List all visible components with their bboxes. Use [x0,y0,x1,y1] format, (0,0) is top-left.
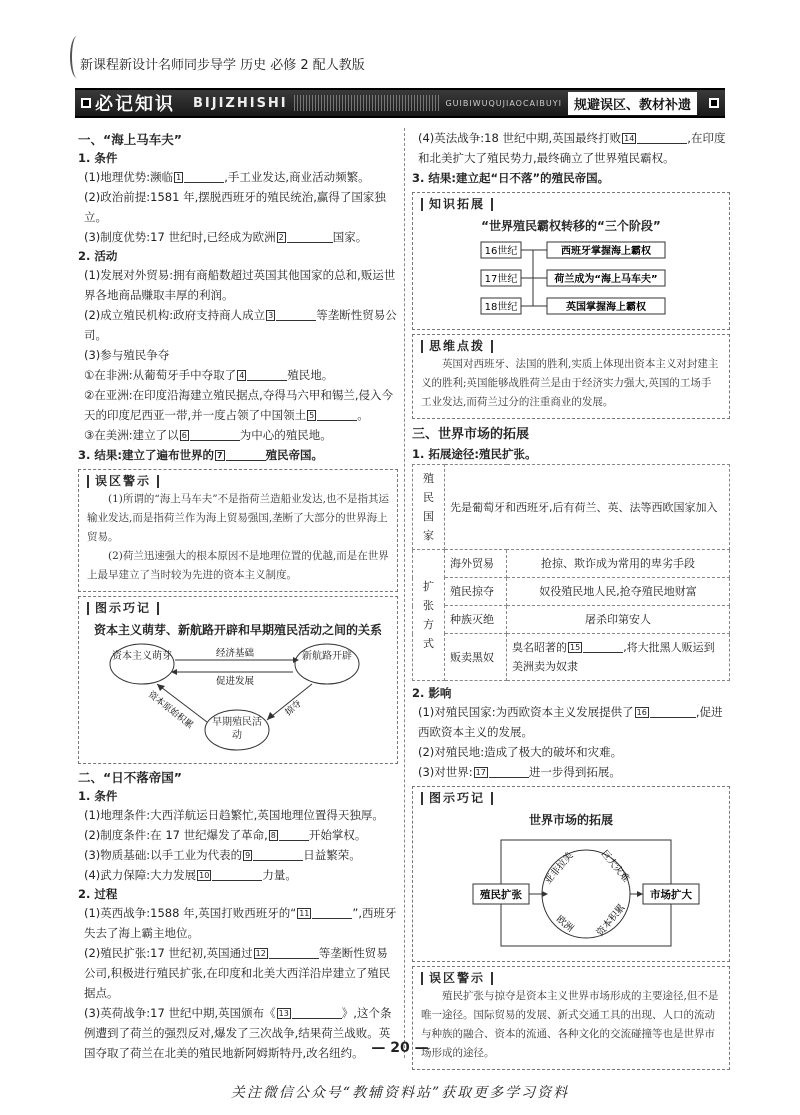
edge-label: 资本原始积累 [145,689,195,731]
relation-diagram [87,642,387,754]
text-line: (3)物质基础:以手工业为代表的 9 日益繁荣。 [84,848,361,862]
text-line: (2)殖民扩张:17 世纪初,英国通过 12 等垄断性贸易公司,积极进行殖民扩张,在印度和北美大西洋沿岸建立了殖民据点。 [84,946,391,1000]
edge-label: 促进发展 [215,676,255,687]
table-cell: 海外贸易 [445,550,507,578]
diagram-title: 资本主义萌芽、新航路开辟和早期殖民活动之间的关系 [93,623,382,637]
stage-year: 18世纪 [484,302,518,313]
arc-label: 亚非拉美 [542,850,576,887]
box-tag: 知识拓展 [421,198,493,211]
box-tag: 误区警示 [421,972,493,985]
section-title: 二、“日不落帝国” [78,770,182,785]
banner-pinyin: BIJIZHISHI [193,95,288,111]
table-cell: 臭名昭著的 15 ,将大批黑人贩运到美洲卖为奴隶 [507,634,730,681]
box-tag: 图示巧记 [87,602,159,615]
table-cell: 抢掠、欺诈成为常用的卑劣手段 [507,550,730,578]
square-icon [709,98,719,108]
knowledge-box [412,192,730,330]
box-tag: 图示巧记 [421,792,493,805]
text-line: 3. 结果:建立起“日不落”的殖民帝国。 [412,171,610,185]
section-title: 三、世界市场的拓展 [412,427,530,442]
node-capitalism: 资本主义萌芽 [112,651,172,662]
text-line: (3)对世界: 17 进一步得到拓展。 [418,765,621,779]
banner-right: 规避误区、教材补遗 [568,92,697,115]
note: 殖民扩张与掠夺是资本主义世界市场形成的主要途径,但不是唯一途径。国际贸易的发展、新式交通工具的出现、人口的流动与种族的融合、资本的流通、各种文化的交流碰撞等也是世界市场形成的途径。 [421,990,719,1059]
subsection-title: 2. 影响 [412,686,452,700]
node-colonial: 早期殖民活动 [212,717,262,741]
left-column [78,128,398,1063]
table-cell: 种族灭绝 [445,606,507,634]
text-line: (2)对殖民地:造成了极大的破坏和灾难。 [418,745,623,759]
square-icon [81,98,91,108]
text-line: (1)发展对外贸易:拥有商船数超过英国其他国家的总和,贩运世界各地商品赚取丰厚的利润。 [84,268,396,302]
stage-year: 16世纪 [484,246,518,257]
text-line: ②在亚洲:在印度沿海建立殖民据点,夺得马六甲和锡兰,侵入今天的印度尼西亚一带,并一度占领了中国领土 5 。 [84,388,393,422]
left-node: 殖民扩张 [480,889,522,901]
table-cell: 贩卖黑奴 [445,634,507,681]
node-route: 新航路开辟 [302,651,352,662]
text-line: (1)地理优势:濒临 1 ,手工业发达,商业活动频繁。 [84,170,370,184]
subsection-title: 2. 活动 [78,249,118,263]
page-number: — 20 — [371,1040,429,1056]
text-line: (1)英西战争:1588 年,英国打败西班牙的“ 11 ”,西班牙失去了海上霸主地位。 [84,906,397,940]
arc-label: 欧洲 [553,913,576,935]
header-title: 新课程新设计名师同步导学 历史 必修 2 配人教版 [80,57,365,73]
section-banner [75,88,725,118]
stage-label: 西班牙掌握海上霸权 [561,246,651,257]
text-line: 3. 结果:建立了遍布世界的 7 殖民帝国。 [78,448,324,462]
text-line: (4)英法战争:18 世纪中期,英国最终打败 14 ,在印度和北美扩大了殖民势力,最终确立了世界殖民霸权。 [418,131,726,165]
note: 英国对西班牙、法国的胜利,实质上体现出资本主义对封建主义的胜利;英国能够战胜荷兰是由于经济实力强大,英国的工场手工业发达,而荷兰过分的注重商业的发展。 [421,358,719,408]
arc-label: 巨大灾难 [598,848,632,885]
stage-label: 荷兰成为“海上马车夫” [554,274,658,285]
text-line: (2)政治前提:1581 年,摆脱西班牙的殖民统治,赢得了国家独立。 [84,190,386,224]
stage-year: 17世纪 [484,274,518,285]
subsection-title: 1. 条件 [78,151,118,165]
table-cell: 先是葡萄牙和西班牙,后有荷兰、英、法等西欧国家加入 [445,465,730,550]
hegemony-diagram [421,238,721,320]
right-node: 市场扩大 [650,889,692,901]
text-line: (2)制度条件:在 17 世纪爆发了革命, 8 开始掌权。 [84,828,367,842]
edge-label: 掠夺 [283,698,304,719]
right-column [412,128,730,1074]
subsection-title: 2. 过程 [78,887,118,901]
text-line: (1)地理条件:大西洋航运日趋繁忙,英国地理位置得天独厚。 [84,808,384,822]
text-line: (3)制度优势:17 世纪时,已经成为欧洲 2 国家。 [84,230,368,244]
text-line: ③在美洲:建立了以 6 为中心的殖民地。 [84,428,332,442]
mistake-warning-box [78,469,398,592]
table-cell: 殖民掠夺 [445,578,507,606]
text-line: (4)武力保障:大力发展 10 力量。 [84,868,297,882]
footer-note: 关注微信公众号“教辅资料站”获取更多学习资料 [230,1085,570,1101]
box-tag: 误区警示 [87,475,159,488]
text-line: (2)成立殖民机构:政府支持商人成立 3 等垄断性贸易公司。 [84,308,397,342]
column-divider [404,128,405,1058]
diagram-box [412,786,730,962]
text-line: (3)参与殖民争夺 [84,348,170,362]
page-header [80,50,720,76]
market-diagram [421,832,721,952]
header-bracket [70,36,84,78]
text-line: (3)英荷战争:17 世纪中期,英国颁布《 13 》,这个条例遭到了荷兰的强烈反对,爆发了三次战争,结果荷兰战败。英国夺取了荷兰在北美的殖民地新阿姆斯特丹,改名纽约。 [84,1006,392,1060]
table-cell: 奴役殖民地人民,抢夺殖民地财富 [507,578,730,606]
diagram-title: “世界殖民霸权转移的“三个阶段” [481,219,661,233]
table-cell: 屠杀印第安人 [507,606,730,634]
table-cell: 扩张方式 [413,550,445,681]
banner-stripe [294,95,440,111]
note: (2)荷兰迅速强大的根本原因不是地理位置的优越,而是在世界上最早建立了当时较为先进的资本主义制度。 [87,550,389,581]
diagram-title: 世界市场的拓展 [528,813,613,827]
text-line: 1. 拓展途径:殖民扩张。 [412,447,537,461]
stage-label: 英国掌握海上霸权 [566,302,646,313]
text-line: (1)对殖民国家:为西欧资本主义发展提供了 16 ,促进西欧资本主义的发展。 [418,705,723,739]
diagram-box [78,596,398,764]
edge-label: 经济基础 [215,648,255,659]
table-cell: 殖民国家 [413,465,445,550]
thinking-box [412,334,730,419]
subsection-title: 1. 条件 [78,789,118,803]
section-title: 一、“海上马车夫” [78,132,182,147]
expansion-table [412,464,730,681]
banner-small: GUIBIWUQUJIAOCAIBUYI [445,98,562,108]
box-tag: 思维点拨 [421,340,493,353]
text-line: ①在非洲:从葡萄牙手中夺取了 4 殖民地。 [84,368,334,382]
arc-label: 资本积累 [594,902,628,939]
note: (1)所谓的“海上马车夫”不是指荷兰造船业发达,也不是指其运输业发达,而是指荷兰作为海上贸易强国,垄断了大部分的世界海上贸易。 [87,493,389,543]
banner-title: 必记知识 [95,94,175,115]
